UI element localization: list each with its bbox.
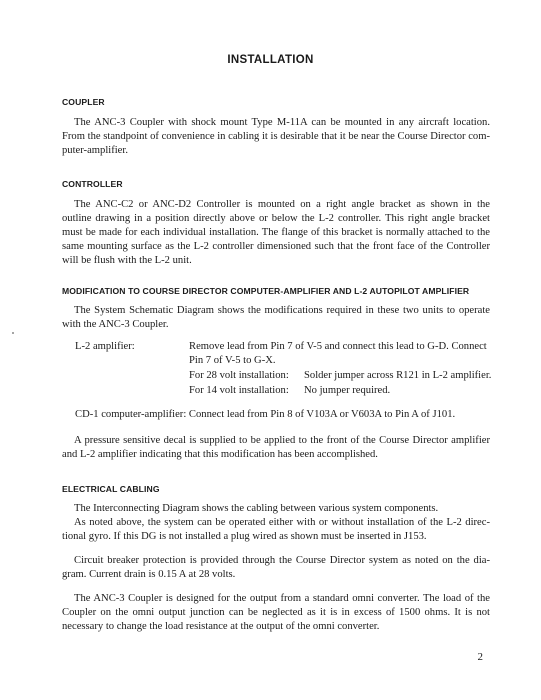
text-line: The System Schematic Diagram shows the modifications required in these two units to operate — [74, 305, 490, 316]
paragraph-modification-intro — [62, 304, 490, 332]
text-line: outline drawing in a position directly above or below the L-2 controller. This right angle bracket — [62, 213, 490, 225]
text-line: A pressure sensitive decal is supplied to be applied to the front of the Course Director amplifier — [74, 435, 490, 446]
heading-modification: MODIFICATION TO COURSE DIRECTOR COMPUTER-AMPLIFIER AND L-2 AUTOPILOT AMPLIFIER — [62, 286, 470, 296]
scan-speck — [12, 332, 14, 334]
text-line: gram. Current drain is 0.15 A at 28 volts. — [62, 569, 236, 581]
text-line: same mounting surface as the L-2 controller dimensioned such that the front face of the Controller — [62, 241, 490, 253]
text-line: Circuit breaker protection is provided through the Course Director system as noted on the dia- — [74, 555, 490, 566]
text-line: will be flush with the L-2 unit. — [62, 255, 192, 267]
v14-text: No jumper required. — [304, 385, 391, 396]
page-number: 2 — [477, 651, 483, 663]
paragraph-controller — [62, 198, 490, 268]
text-line: and L-2 amplifier indicating that this modification has been accomplished. — [62, 449, 378, 461]
paragraph-coupler — [62, 116, 490, 158]
text-line: necessary to change the load resistance at the output of the omni converter. — [62, 621, 380, 633]
l2-amplifier-instruction-2: Pin 7 of V-5 to G-X. — [189, 355, 276, 366]
heading-controller: CONTROLLER — [62, 179, 123, 189]
text-line: From the standpoint of convenience in cabling it is desirable that it be near the Course Director com- — [62, 131, 490, 143]
paragraph-cabling-2 — [62, 554, 490, 582]
l2-amplifier-label: L-2 amplifier: — [75, 341, 135, 352]
heading-coupler: COUPLER — [62, 97, 105, 107]
paragraph-cabling-3 — [62, 592, 490, 634]
cd1-instruction: CD-1 computer-amplifier: Connect lead from Pin 8 of V103A or V603A to Pin A of J101. — [75, 409, 456, 420]
v14-label: For 14 volt installation: — [189, 385, 289, 396]
v28-text: Solder jumper across R121 in L-2 amplifier. — [304, 370, 492, 381]
text-line: The Interconnecting Diagram shows the cabling between various system components. — [74, 503, 439, 514]
paragraph-decal — [62, 434, 490, 462]
text-line: must be made for each individual installation. The flange of this bracket is normally attached to the — [62, 227, 490, 239]
text-line: The ANC-C2 or ANC-D2 Controller is mounted on a right angle bracket as shown in the — [74, 199, 490, 210]
page-title: INSTALLATION — [227, 54, 314, 66]
text-line: tional gyro. If this DG is not installed a plug wired as shown must be inserted in J153. — [62, 531, 427, 543]
paragraph-cabling-1 — [62, 502, 490, 544]
text-line: Coupler on the omni output junction can be neglected as it is in excess of 1500 ohms. It is not — [62, 607, 490, 619]
text-line: with the ANC-3 Coupler. — [62, 319, 169, 331]
text-line: The ANC-3 Coupler is designed for the output from a standard omni converter. The load of the — [74, 593, 490, 604]
text-line: The ANC-3 Coupler with shock mount Type M-11A can be mounted in any aircraft location. — [74, 117, 490, 128]
heading-electrical-cabling: ELECTRICAL CABLING — [62, 484, 160, 494]
text-line: puter-amplifier. — [62, 145, 128, 157]
l2-amplifier-instruction-1: Remove lead from Pin 7 of V-5 and connect this lead to G-D. Connect — [189, 341, 487, 352]
text-line: As noted above, the system can be operated either with or without installation of the L-2 direc- — [74, 517, 490, 529]
v28-label: For 28 volt installation: — [189, 370, 289, 381]
